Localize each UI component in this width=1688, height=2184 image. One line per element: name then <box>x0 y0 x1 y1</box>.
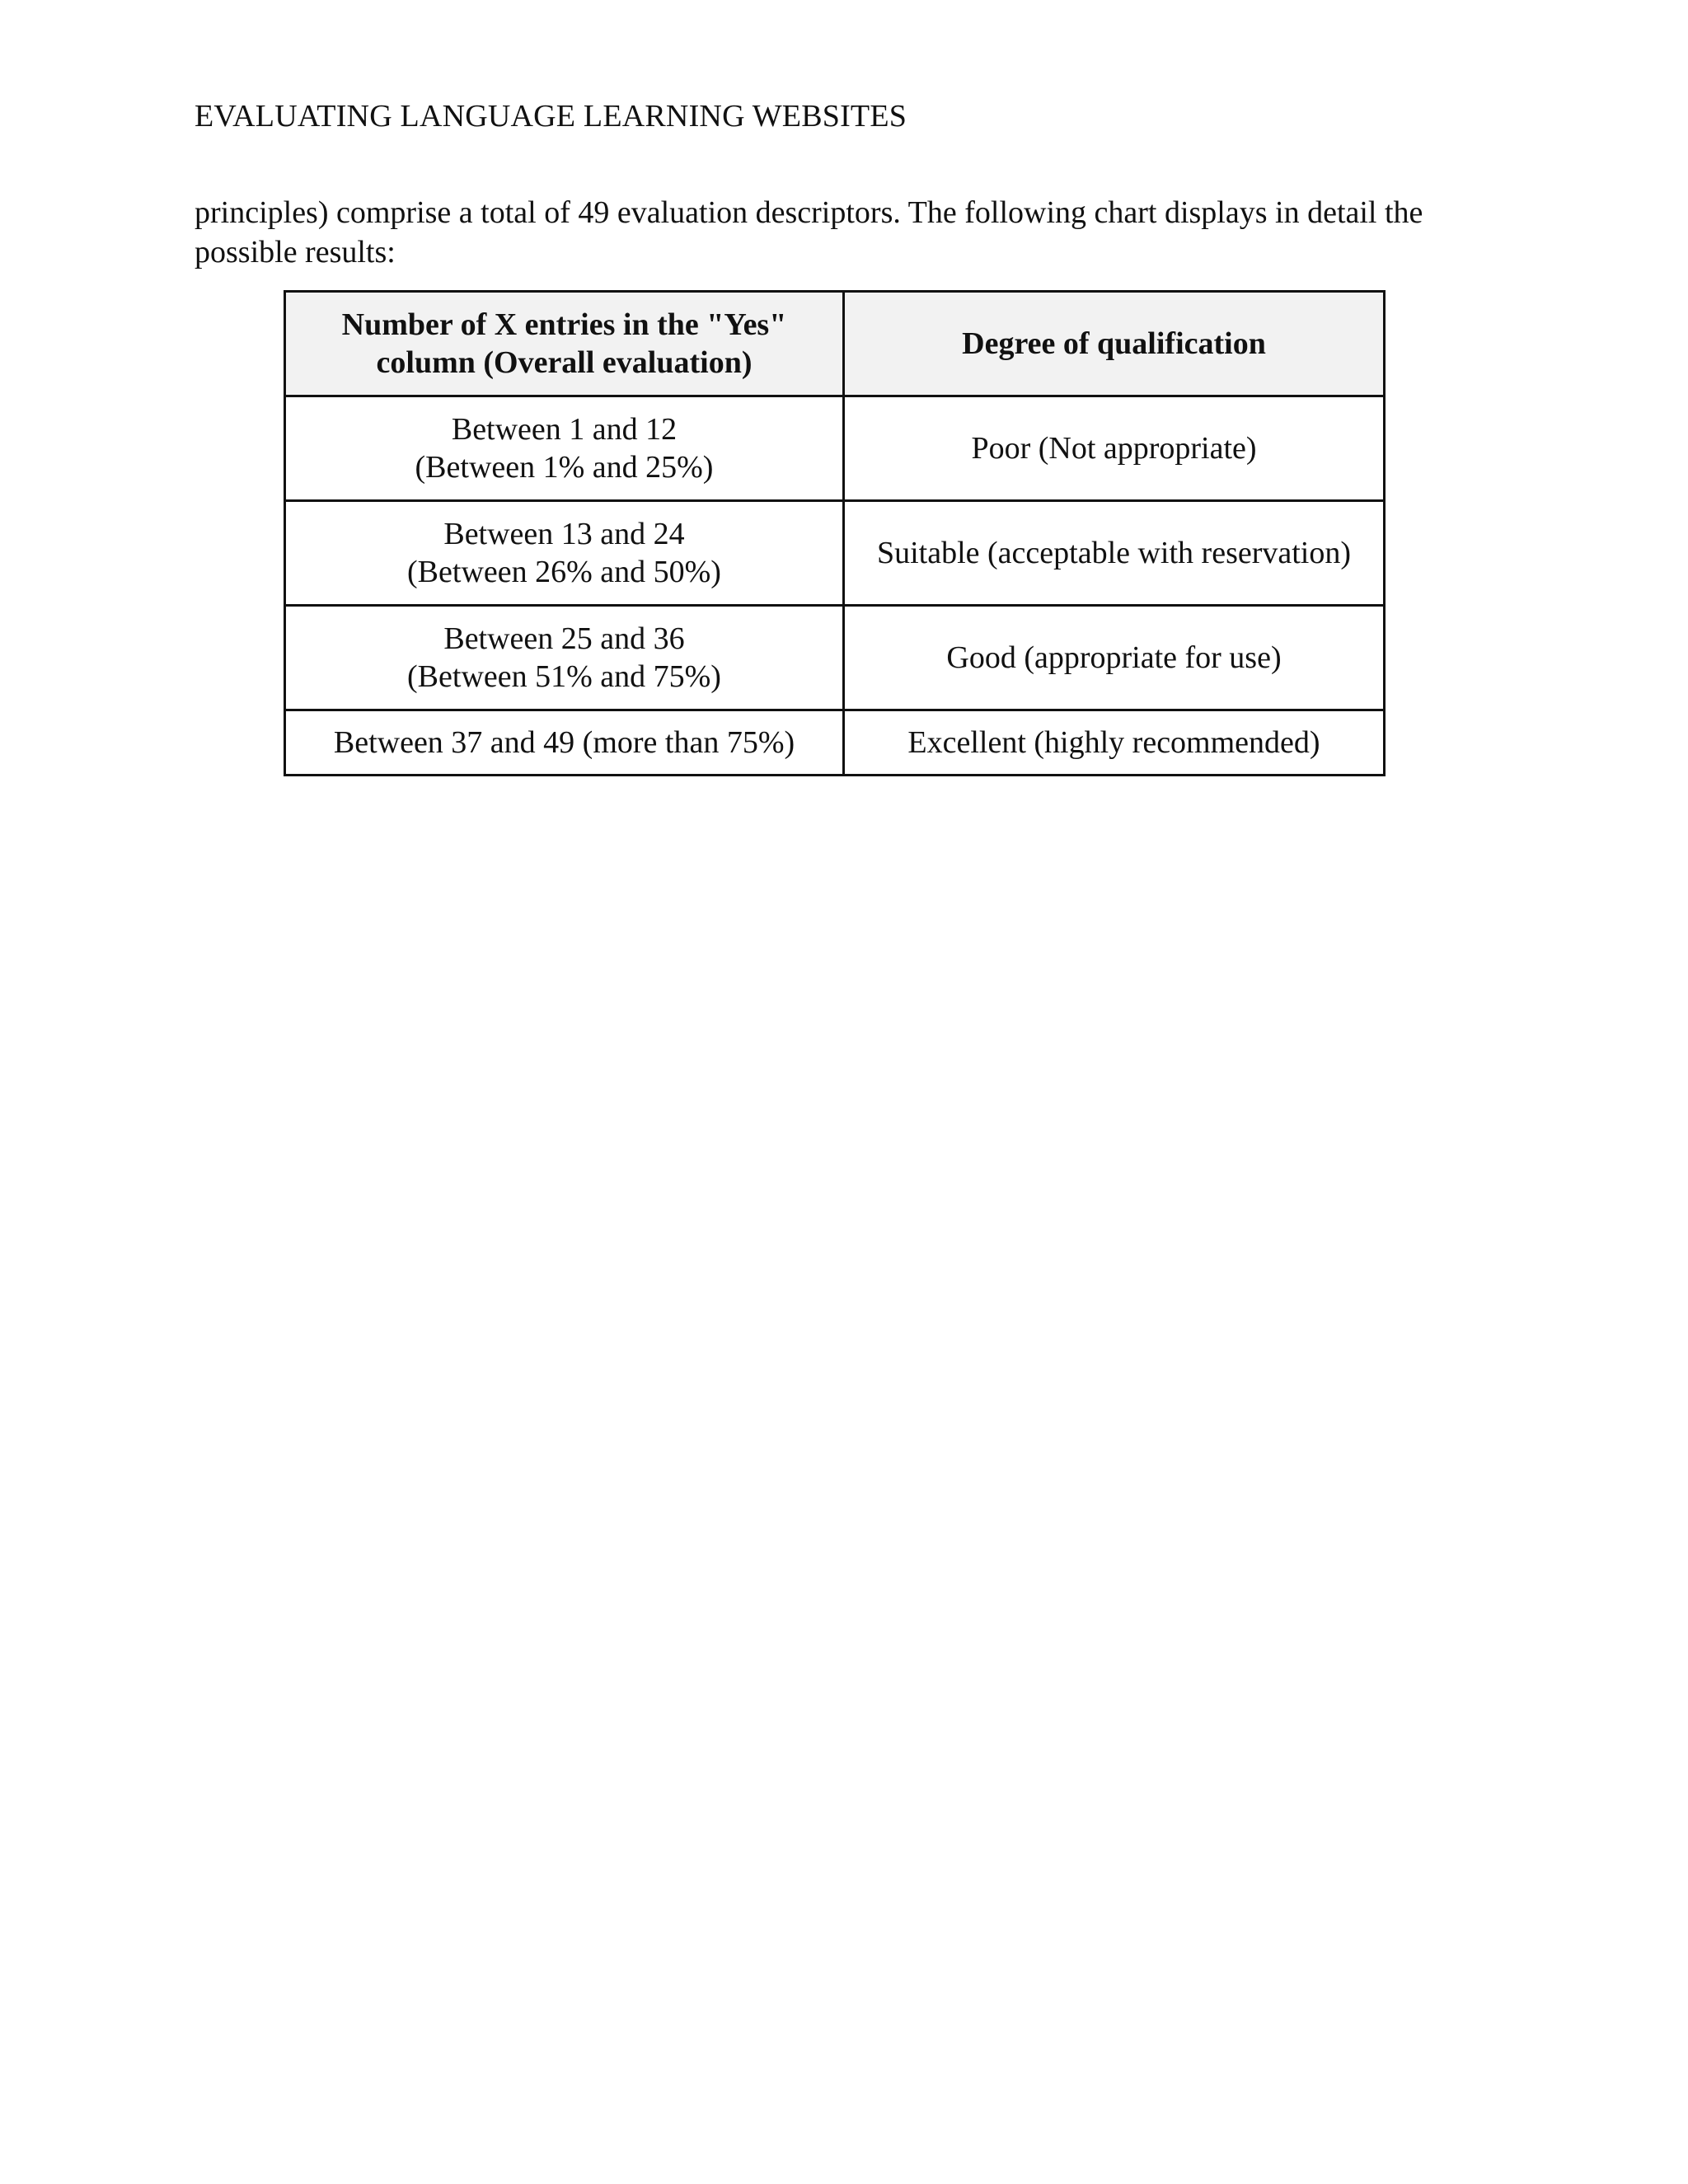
cell-line: Between 25 and 36 <box>443 621 685 656</box>
table-row <box>285 606 1385 710</box>
entries-cell <box>285 396 844 501</box>
cell-line: Between 1 and 12 <box>451 412 678 447</box>
header-line: Number of X entries in the "Yes" <box>341 307 787 342</box>
qualification-cell: Suitable (acceptable with reservation) <box>844 501 1385 606</box>
cell-line: (Between 1% and 25%) <box>415 450 714 485</box>
column-header-entries <box>285 292 844 396</box>
paragraph-line: principles) comprise a total of 49 evaluation descriptors. The following chart displays in detail the <box>195 195 1423 230</box>
cell-line: (Between 51% and 75%) <box>407 659 721 694</box>
results-table <box>284 290 1386 776</box>
running-head: EVALUATING LANGUAGE LEARNING WEBSITES <box>195 99 907 134</box>
table-row <box>285 396 1385 501</box>
column-header-qualification <box>844 292 1385 396</box>
entries-cell <box>285 710 844 776</box>
cell-line: Between 13 and 24 <box>443 517 685 551</box>
cell-line: Between 37 and 49 (more than 75%) <box>333 725 795 760</box>
table-row <box>285 710 1385 776</box>
header-line: Degree of qualification <box>962 326 1266 361</box>
qualification-cell: Excellent (highly recommended) <box>844 710 1385 776</box>
table-row <box>285 501 1385 606</box>
header-line: column (Overall evaluation) <box>376 345 753 380</box>
qualification-cell: Good (appropriate for use) <box>844 606 1385 710</box>
body-paragraph <box>195 193 1497 272</box>
entries-cell <box>285 606 844 710</box>
qualification-cell: Poor (Not appropriate) <box>844 396 1385 501</box>
cell-line: (Between 26% and 50%) <box>407 555 721 589</box>
table-header-row <box>285 292 1385 396</box>
entries-cell <box>285 501 844 606</box>
paragraph-line: possible results: <box>195 235 396 269</box>
